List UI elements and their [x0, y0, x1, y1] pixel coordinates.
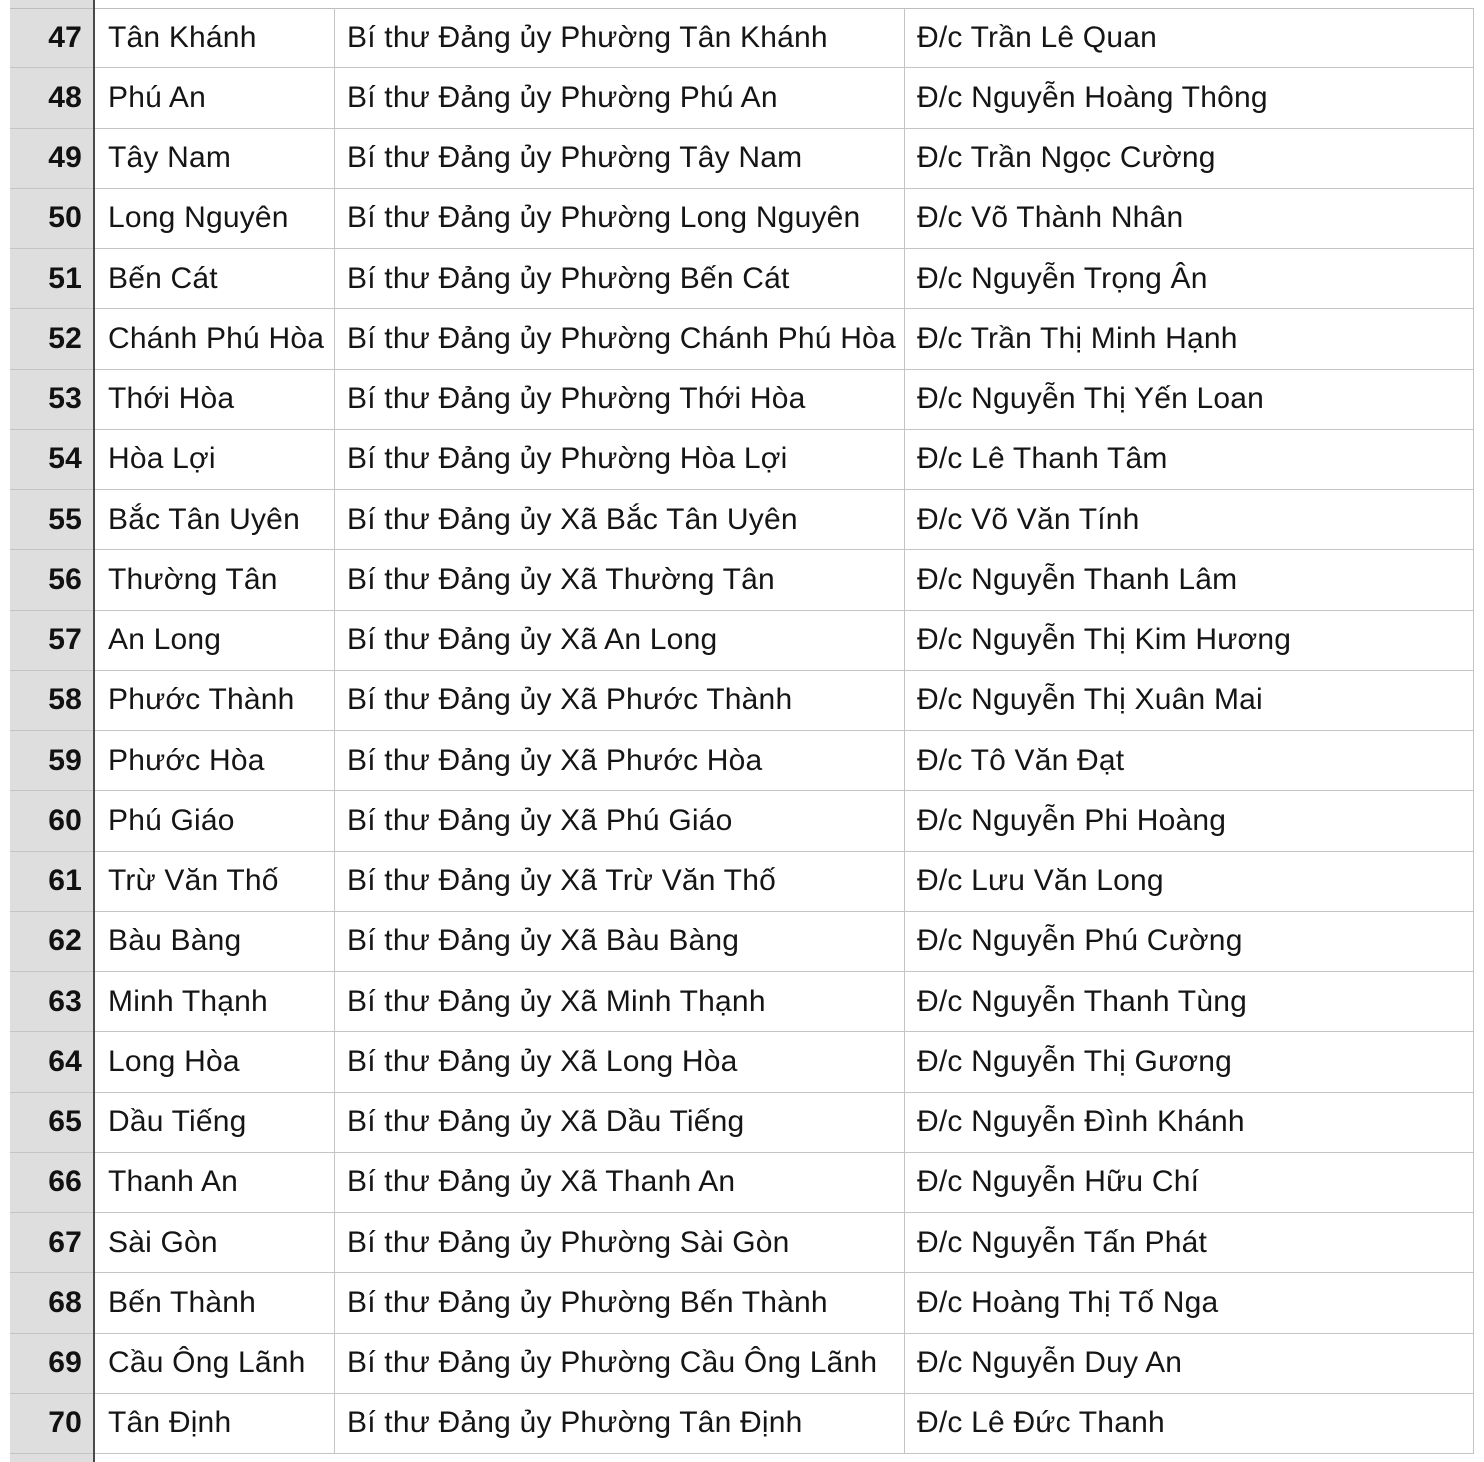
position-title-cell[interactable]: Bí thư Đảng ủy Xã Minh Thạnh [334, 972, 904, 1031]
table-row [10, 249, 1474, 309]
table-row [10, 852, 1474, 912]
position-title-cell[interactable]: Bí thư Đảng ủy Phường Thới Hòa [334, 370, 904, 429]
secretary-name-cell[interactable]: Đ/c Nguyễn Tấn Phát [904, 1213, 1474, 1272]
secretary-name-cell[interactable]: Đ/c Nguyễn Đình Khánh [904, 1093, 1474, 1152]
secretary-name-cell[interactable]: Đ/c Nguyễn Thị Xuân Mai [904, 671, 1474, 730]
unit-name-cell[interactable]: Long Hòa [108, 1044, 240, 1078]
unit-name-cell[interactable]: Phước Hòa [108, 743, 265, 777]
unit-name-cell[interactable]: Thường Tân [108, 562, 278, 596]
position-title-cell[interactable]: Bí thư Đảng ủy Xã Phước Thành [334, 671, 904, 730]
secretary-name-cell[interactable]: Đ/c Tô Văn Đạt [904, 731, 1474, 790]
table-row [10, 1334, 1474, 1394]
position-title-cell[interactable]: Bí thư Đảng ủy Xã Bắc Tân Uyên [334, 490, 904, 549]
table-row [10, 1394, 1474, 1454]
row-number-cell[interactable]: 54 [48, 442, 82, 476]
row-number-cell[interactable]: 67 [48, 1225, 82, 1259]
secretary-name-cell[interactable]: Đ/c Nguyễn Trọng Ân [904, 249, 1474, 308]
position-title-cell[interactable]: Bí thư Đảng ủy Phường Tân Khánh [334, 8, 904, 67]
table-row [10, 912, 1474, 972]
row-number-cell[interactable]: 50 [48, 201, 82, 235]
row-number-cell[interactable]: 63 [48, 984, 82, 1018]
secretary-name-cell[interactable]: Đ/c Nguyễn Hoàng Thông [904, 68, 1474, 127]
secretary-name-cell[interactable]: Đ/c Trần Thị Minh Hạnh [904, 309, 1474, 368]
secretary-name-cell[interactable]: Đ/c Nguyễn Phi Hoàng [904, 791, 1474, 850]
row-number-cell[interactable]: 70 [48, 1406, 82, 1440]
table-row [10, 189, 1474, 249]
unit-name-cell[interactable]: Trừ Văn Thố [108, 864, 279, 898]
table-body [10, 8, 1474, 1454]
secretary-name-cell[interactable]: Đ/c Trần Lê Quan [904, 8, 1474, 67]
row-number-cell[interactable]: 57 [48, 623, 82, 657]
secretary-name-cell[interactable]: Đ/c Nguyễn Thanh Tùng [904, 972, 1474, 1031]
secretary-name-cell[interactable]: Đ/c Lê Thanh Tâm [904, 430, 1474, 489]
secretary-name-cell[interactable]: Đ/c Lê Đức Thanh [904, 1394, 1474, 1453]
table-row [10, 430, 1474, 490]
table-row [10, 370, 1474, 430]
unit-name-cell[interactable]: Dầu Tiếng [108, 1105, 247, 1139]
row-number-cell[interactable]: 49 [48, 141, 82, 175]
position-title-cell[interactable]: Bí thư Đảng ủy Phường Bến Cát [334, 249, 904, 308]
position-title-cell[interactable]: Bí thư Đảng ủy Xã Phú Giáo [334, 791, 904, 850]
unit-name-cell[interactable]: Hòa Lợi [108, 442, 216, 476]
row-number-cell[interactable]: 64 [48, 1044, 82, 1078]
table-row [10, 671, 1474, 731]
unit-name-cell[interactable]: Phú An [108, 80, 206, 114]
position-title-cell[interactable]: Bí thư Đảng ủy Phường Tân Định [334, 1394, 904, 1453]
table-row [10, 8, 1474, 68]
row-number-cell[interactable]: 58 [48, 683, 82, 717]
row-number-cell[interactable]: 48 [48, 80, 82, 114]
table-row [10, 309, 1474, 369]
row-number-cell[interactable]: 53 [48, 382, 82, 416]
unit-name-cell[interactable]: Phước Thành [108, 683, 295, 717]
unit-name-cell[interactable]: Cầu Ông Lãnh [108, 1346, 306, 1380]
row-number-cell[interactable]: 68 [48, 1285, 82, 1319]
row-number-cell[interactable]: 62 [48, 924, 82, 958]
unit-name-cell[interactable]: Thanh An [108, 1165, 239, 1199]
position-title-cell[interactable]: Bí thư Đảng ủy Xã Trừ Văn Thố [334, 852, 904, 911]
position-title-cell[interactable]: Bí thư Đảng ủy Phường Phú An [334, 68, 904, 127]
table-row [10, 731, 1474, 791]
row-number-cell[interactable]: 56 [48, 562, 82, 596]
secretary-name-cell[interactable]: Đ/c Nguyễn Thanh Lâm [904, 550, 1474, 609]
position-title-cell[interactable]: Bí thư Đảng ủy Phường Cầu Ông Lãnh [334, 1334, 904, 1393]
table-row [10, 611, 1474, 671]
position-title-cell[interactable]: Bí thư Đảng ủy Xã Thường Tân [334, 550, 904, 609]
secretary-name-cell[interactable]: Đ/c Trần Ngọc Cường [904, 129, 1474, 188]
secretary-name-cell[interactable]: Đ/c Hoàng Thị Tố Nga [904, 1273, 1474, 1332]
position-title-cell[interactable]: Bí thư Đảng ủy Phường Bến Thành [334, 1273, 904, 1332]
unit-name-cell[interactable]: Tây Nam [108, 141, 232, 175]
table-row [10, 1213, 1474, 1273]
table-row [10, 1032, 1474, 1092]
row-number-divider [93, 0, 95, 1462]
position-title-cell[interactable]: Bí thư Đảng ủy Xã Long Hòa [334, 1032, 904, 1091]
position-title-cell[interactable]: Bí thư Đảng ủy Xã An Long [334, 611, 904, 670]
position-title-cell[interactable]: Bí thư Đảng ủy Phường Hòa Lợi [334, 430, 904, 489]
position-title-cell[interactable]: Bí thư Đảng ủy Phường Tây Nam [334, 129, 904, 188]
secretary-name-cell[interactable]: Đ/c Lưu Văn Long [904, 852, 1474, 911]
unit-name-cell[interactable]: Tân Khánh [108, 20, 257, 54]
unit-name-cell[interactable]: Thới Hòa [108, 382, 235, 416]
table-row [10, 68, 1474, 128]
table-row [10, 1153, 1474, 1213]
row-number-cell[interactable]: 47 [48, 20, 82, 54]
table-row [10, 550, 1474, 610]
position-title-cell[interactable]: Bí thư Đảng ủy Xã Phước Hòa [334, 731, 904, 790]
row-number-cell[interactable]: 60 [48, 803, 82, 837]
table-row [10, 791, 1474, 851]
table-row [10, 972, 1474, 1032]
left-gutter [0, 0, 10, 1462]
unit-name-cell[interactable]: Tân Định [108, 1406, 232, 1440]
secretary-name-cell[interactable]: Đ/c Nguyễn Duy An [904, 1334, 1474, 1393]
secretary-name-cell[interactable]: Đ/c Nguyễn Hữu Chí [904, 1153, 1474, 1212]
unit-name-cell[interactable]: Bến Cát [108, 261, 218, 295]
secretary-name-cell[interactable]: Đ/c Võ Văn Tính [904, 490, 1474, 549]
row-number-cell[interactable]: 69 [48, 1346, 82, 1380]
row-number-cell[interactable]: 52 [48, 321, 82, 355]
unit-name-cell[interactable]: Minh Thạnh [108, 984, 268, 1018]
unit-name-cell[interactable]: Bắc Tân Uyên [108, 502, 300, 536]
secretary-name-cell[interactable]: Đ/c Nguyễn Thị Gương [904, 1032, 1474, 1091]
position-title-cell[interactable]: Bí thư Đảng ủy Phường Chánh Phú Hòa [334, 309, 904, 368]
secretary-name-cell[interactable]: Đ/c Nguyễn Phú Cường [904, 912, 1474, 971]
unit-name-cell[interactable]: An Long [108, 623, 222, 657]
position-title-cell[interactable]: Bí thư Đảng ủy Xã Bàu Bàng [334, 912, 904, 971]
row-number-cell[interactable]: 55 [48, 502, 82, 536]
row-number-cell[interactable]: 51 [48, 261, 82, 295]
table-row [10, 1273, 1474, 1333]
unit-name-cell[interactable]: Long Nguyên [108, 201, 289, 235]
table-row [10, 1093, 1474, 1153]
unit-name-cell[interactable]: Phú Giáo [108, 803, 235, 837]
unit-name-cell[interactable]: Bến Thành [108, 1285, 257, 1319]
secretary-name-cell[interactable]: Đ/c Võ Thành Nhân [904, 189, 1474, 248]
position-title-cell[interactable]: Bí thư Đảng ủy Xã Dầu Tiếng [334, 1093, 904, 1152]
unit-name-cell[interactable]: Sài Gòn [108, 1225, 218, 1259]
secretary-name-cell[interactable]: Đ/c Nguyễn Thị Yến Loan [904, 370, 1474, 429]
position-title-cell[interactable]: Bí thư Đảng ủy Xã Thanh An [334, 1153, 904, 1212]
row-number-cell[interactable]: 59 [48, 743, 82, 777]
table-row [10, 490, 1474, 550]
position-title-cell[interactable]: Bí thư Đảng ủy Phường Sài Gòn [334, 1213, 904, 1272]
position-title-cell[interactable]: Bí thư Đảng ủy Phường Long Nguyên [334, 189, 904, 248]
secretary-name-cell[interactable]: Đ/c Nguyễn Thị Kim Hương [904, 611, 1474, 670]
unit-name-cell[interactable]: Chánh Phú Hòa [108, 321, 325, 355]
row-number-cell[interactable]: 66 [48, 1165, 82, 1199]
table-row [10, 129, 1474, 189]
row-number-cell[interactable]: 65 [48, 1105, 82, 1139]
unit-name-cell[interactable]: Bàu Bàng [108, 924, 242, 958]
row-number-cell[interactable]: 61 [48, 864, 82, 898]
